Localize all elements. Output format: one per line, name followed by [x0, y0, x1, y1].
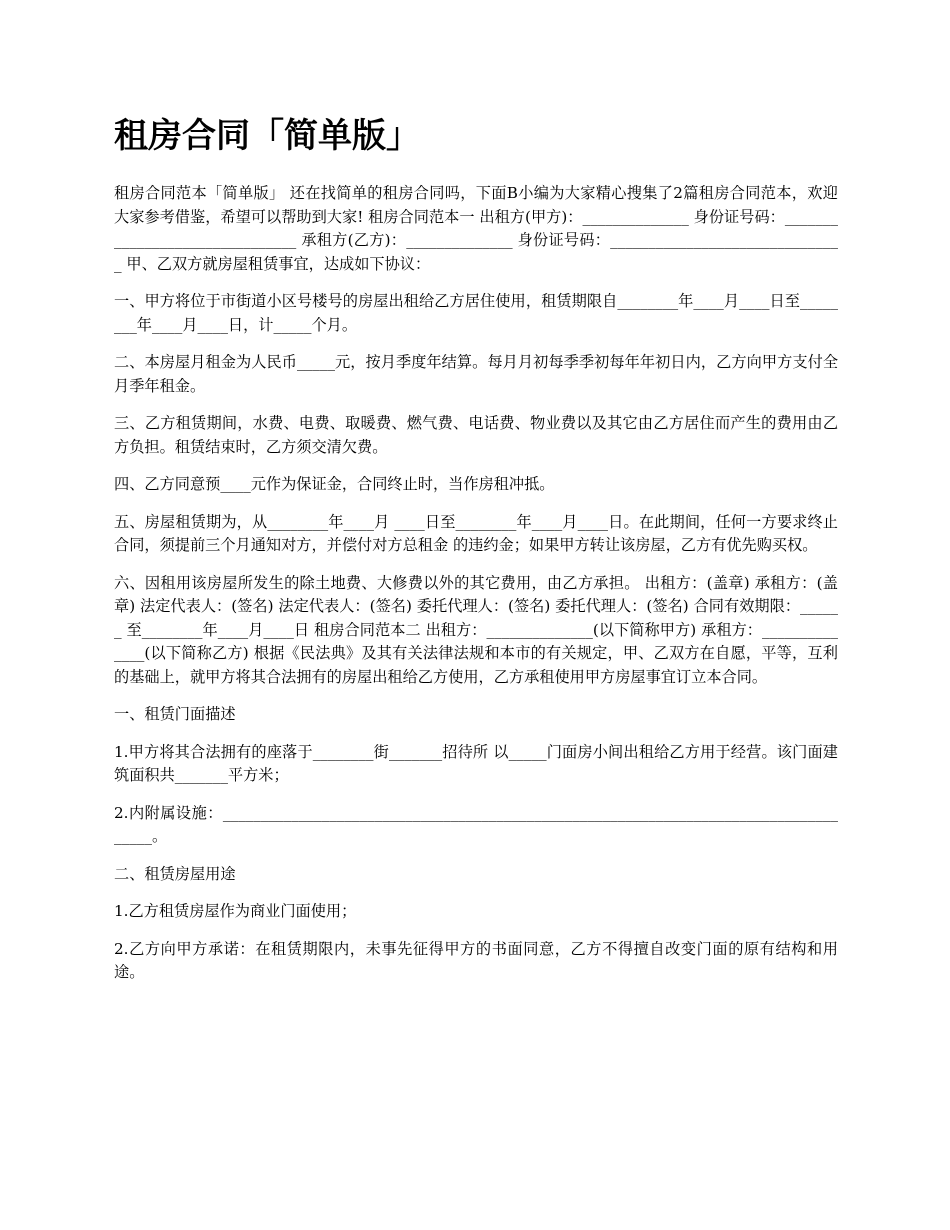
paragraph-store-location: 1.甲方将其合法拥有的座落于________街_______招待所 以_____门面房小间出租给乙方用于经营。该门面建筑面积共_______平方米； — [114, 742, 838, 784]
paragraph-intro: 租房合同范本「简单版」 还在找简单的租房合同吗，下面B小编为大家精心搜集了2篇租房合同范本，欢迎大家参考借鉴，希望可以帮助到大家! 租房合同范本一 出租方(甲方)：______________ 身份证号码：_______________________________ 承租方(乙方)：______________ 身份证号码：_______________________________ 甲、乙双方就房屋租赁事宜，达成如下协议： — [114, 184, 838, 273]
paragraph-clause-4: 四、乙方同意预____元作为保证金，合同终止时，当作房租冲抵。 — [114, 475, 555, 493]
paragraph-clause-2: 二、本房屋月租金为人民币_____元，按月季度年结算。每月月初每季季初每年年初日内，乙方向甲方支付全月季年租金。 — [114, 353, 838, 395]
paragraph-clause-3: 三、乙方租赁期间，水费、电费、取暖费、燃气费、电话费、物业费以及其它由乙方居住而产生的费用由乙方负担。租赁结束时，乙方须交清欠费。 — [114, 414, 838, 456]
section-heading-store-description: 一、租赁门面描述 — [114, 705, 236, 723]
paragraph-usage-1: 1.乙方租赁房屋作为商业门面使用； — [114, 902, 357, 920]
document-body — [114, 182, 838, 985]
paragraph-facilities: 2.内附属设施：______________________________________________________________________________________。 — [114, 803, 838, 845]
paragraph-usage-2: 2.乙方向甲方承诺：在租赁期限内，未事先征得甲方的书面同意，乙方不得擅自改变门面的原有结构和用途。 — [114, 939, 838, 981]
paragraph-clause-6: 六、因租用该房屋所发生的除土地费、大修费以外的其它费用，由乙方承担。 出租方：(盖章) 承租方：(盖章) 法定代表人：(签名) 法定代表人：(签名) 委托代理人：(签名) 委托代理人：(签名) 合同有效期限：______ 至________年____月____日 租房合同范本二 出租方：______________(以下简称甲方) 承租方：______________(以下简称乙方) 根据《民法典》及其有关法律法规和本市的有关规定，甲、乙双方在自愿，平等，互利的基础上，就甲方将其合法拥有的房屋出租给乙方使用，乙方承租使用甲方房屋事宜订立本合同。 — [114, 573, 838, 686]
section-heading-usage: 二、租赁房屋用途 — [114, 864, 236, 883]
document-title: 租房合同「简单版」 — [114, 116, 420, 156]
paragraph-clause-1: 一、甲方将位于市街道小区号楼号的房屋出租给乙方居住使用，租赁期限自________年____月____日至________年____月____日，计_____个月。 — [114, 292, 838, 334]
document-page — [114, 112, 838, 999]
paragraph-clause-5: 五、房屋租赁期为，从________年____月 ____日至________年____月____日。在此期间，任何一方要求终止合同，须提前三个月通知对方，并偿付对方总租金 的违约金；如果甲方转让该房屋，乙方有优先购买权。 — [114, 512, 838, 554]
